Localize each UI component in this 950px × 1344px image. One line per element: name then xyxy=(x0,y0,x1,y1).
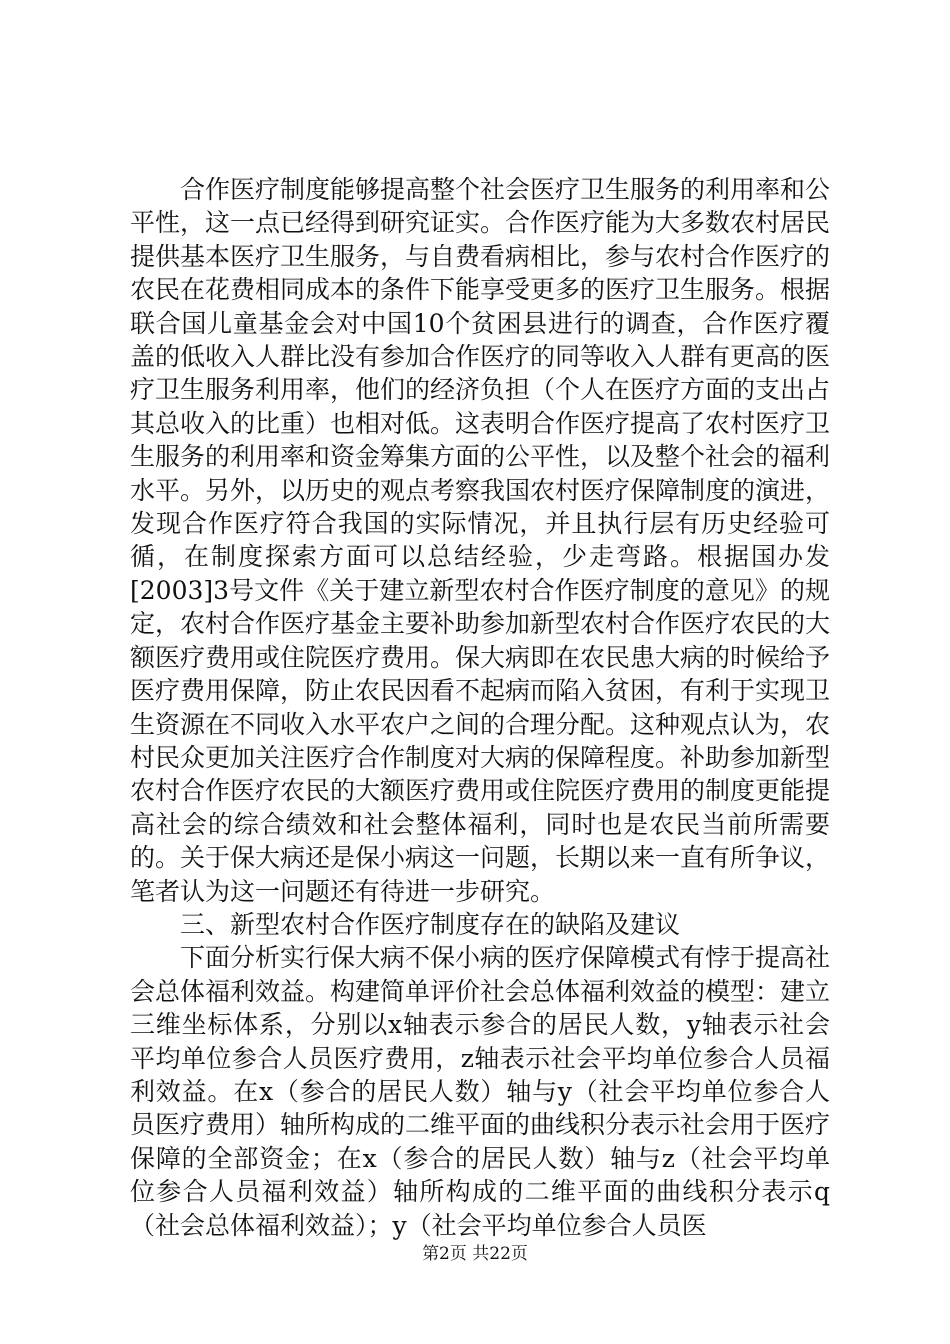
body-paragraph: 下面分析实行保大病不保小病的医疗保障模式有悖于提高社会总体福利效益。构建简单评价社会总体福利效益的模型：建立三维坐标体系，分别以x轴表示参合的居民人数，y轴表示社会平均单位参合人员医疗费用，z轴表示社会平均单位参合人员福利效益。在x（参合的居民人数）轴与y（社会平均单位参合人员医疗费用）轴所构成的二维平面的曲线积分表示社会用于医疗保障的全部资金；在x（参合的居民人数）轴与z（社会平均单位参合人员福利效益）轴所构成的二维平面的曲线积分表示q（社会总体福利效益）；y（社会平均单位参合人员医 xyxy=(130,943,831,1240)
page-number-footer: 第2页 共22页 xyxy=(422,1244,528,1264)
section-heading: 三、新型农村合作医疗制度存在的缺陷及建议 xyxy=(180,909,681,939)
body-paragraph: 合作医疗制度能够提高整个社会医疗卫生服务的利用率和公平性，这一点已经得到研究证实。合作医疗能为大多数农村居民提供基本医疗卫生服务，与自费看病相比，参与农村合作医疗的农民在花费相同成本的条件下能享受更多的医疗卫生服务。根据联合国儿童基金会对中国10个贫困县进行的调查，合作医疗覆盖的低收入人群比没有参加合作医疗的同等收入人群有更高的医疗卫生服务利用率，他们的经济负担（个人在医疗方面的支出占其总收入的比重）也相对低。这表明合作医疗提高了农村医疗卫生服务的利用率和资金筹集方面的公平性，以及整个社会的福利水平。另外，以历史的观点考察我国农村医疗保障制度的演进，发现合作医疗符合我国的实际情况，并且执行层有历史经验可循，在制度探索方面可以总结经验，少走弯路。根据国办发[2003]3号文件《关于建立新型农村合作医疗制度的意见》的规定，农村合作医疗基金主要补助参加新型农村合作医疗农民的大额医疗费用或住院医疗费用。保大病即在农民患大病的时候给予医疗费用保障，防止农民因看不起病而陷入贫困，有利于实现卫生资源在不同收入水平农户之间的合理分配。这种观点认为，农村民众更加关注医疗合作制度对大病的保障程度。补助参加新型农村合作医疗农民的大额医疗费用或住院医疗费用的制度更能提高社会的综合绩效和社会整体福利，同时也是农民当前所需要的。关于保大病还是保小病这一问题，长期以来一直有所争议，笔者认为这一问题还有待进一步研究。 xyxy=(130,175,831,906)
document-body xyxy=(130,173,830,1242)
